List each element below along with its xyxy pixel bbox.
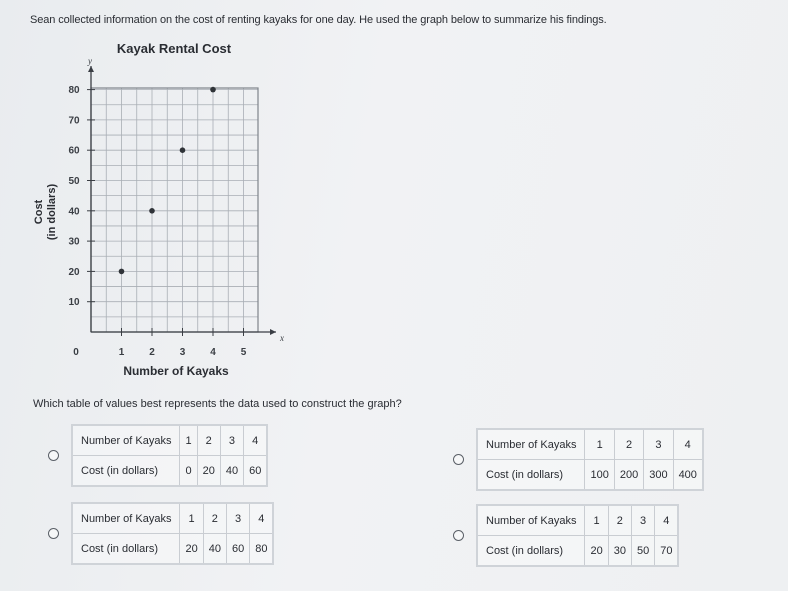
table-cell: 4 <box>250 503 274 534</box>
table-cell: 300 <box>644 460 673 491</box>
y-tick-label: 70 <box>68 115 80 127</box>
table-row <box>72 456 267 487</box>
table-cell: 1 <box>180 503 203 534</box>
data-point <box>119 269 125 275</box>
choice-b-radio[interactable] <box>453 454 464 465</box>
data-point <box>149 208 155 214</box>
x-axis-letter: x <box>280 333 284 343</box>
x-tick-label: 4 <box>210 347 216 358</box>
y-tick-label: 50 <box>68 176 80 187</box>
row-label: Cost (in dollars) <box>477 460 585 491</box>
x-tick-label: 5 <box>240 347 247 358</box>
choice-a-radio[interactable] <box>48 450 59 461</box>
choice-d-radio[interactable] <box>453 530 464 541</box>
table-cell: 4 <box>655 505 679 536</box>
table-cell: 400 <box>673 460 703 491</box>
y-axis-arrow-icon <box>88 66 94 72</box>
table-cell: 3 <box>644 429 673 460</box>
table-cell: 60 <box>244 456 268 487</box>
y-tick-label: 40 <box>68 206 80 218</box>
table-cell: 0 <box>180 456 197 487</box>
choice-a[interactable] <box>48 424 268 487</box>
table-cell: 2 <box>203 503 226 534</box>
table-cell: 1 <box>585 429 614 460</box>
choice-c[interactable] <box>48 502 274 565</box>
table-cell: 50 <box>631 536 654 567</box>
row-label: Cost (in dollars) <box>72 456 180 487</box>
data-point <box>180 147 186 153</box>
table-cell: 40 <box>220 456 243 487</box>
table-row <box>477 536 678 567</box>
y-tick-label: 20 <box>68 266 80 278</box>
table-row <box>477 460 703 491</box>
choice-c-table <box>71 502 274 565</box>
table-row <box>477 505 678 536</box>
row-label: Number of Kayaks <box>72 503 180 534</box>
table-cell: 20 <box>180 534 203 565</box>
row-label: Number of Kayaks <box>477 505 585 536</box>
choice-b[interactable] <box>453 428 704 491</box>
y-axis-letter: y <box>88 56 92 66</box>
y-tick-label: 30 <box>68 236 80 248</box>
intro-text: Sean collected information on the cost of renting kayaks for one day. He used the graph below to summarize his findings. <box>30 14 607 26</box>
chart-title: Kayak Rental Cost <box>116 41 232 56</box>
table-cell: 1 <box>585 505 608 536</box>
table-cell: 2 <box>197 425 220 456</box>
table-row <box>72 425 267 456</box>
choice-d[interactable] <box>453 504 679 567</box>
x-axis-title: Number of Kayaks <box>123 364 229 378</box>
x-tick-label: 3 <box>179 347 186 358</box>
origin-label: 0 <box>73 347 79 358</box>
table-cell: 4 <box>244 425 268 456</box>
row-label: Cost (in dollars) <box>72 534 180 565</box>
choice-b-table <box>476 428 704 491</box>
table-row <box>72 534 273 565</box>
y-axis-title-line2: (in dollars) <box>46 183 58 241</box>
table-cell: 80 <box>250 534 274 565</box>
x-tick-label: 2 <box>149 347 155 358</box>
row-label: Cost (in dollars) <box>477 536 585 567</box>
choice-a-table <box>71 424 268 487</box>
table-cell: 20 <box>585 536 608 567</box>
table-cell: 3 <box>220 425 243 456</box>
table-cell: 4 <box>673 429 703 460</box>
table-cell: 200 <box>614 460 643 491</box>
table-row <box>72 503 273 534</box>
choice-d-table <box>476 504 679 567</box>
table-cell: 100 <box>585 460 614 491</box>
row-label: Number of Kayaks <box>477 429 585 460</box>
y-tick-label: 10 <box>68 297 80 309</box>
grid-border <box>91 88 258 332</box>
table-row <box>477 429 703 460</box>
y-tick-label: 60 <box>68 145 80 157</box>
question-text: Which table of values best represents the data used to construct the graph? <box>33 398 402 410</box>
table-cell: 20 <box>197 456 220 487</box>
table-cell: 3 <box>226 503 249 534</box>
table-cell: 60 <box>226 534 249 565</box>
data-point <box>210 87 216 93</box>
table-cell: 3 <box>631 505 654 536</box>
table-cell: 2 <box>614 429 643 460</box>
x-tick-label: 1 <box>118 347 125 358</box>
table-cell: 1 <box>180 425 197 456</box>
table-cell: 40 <box>203 534 226 565</box>
table-cell: 30 <box>608 536 631 567</box>
y-axis-title-line1: Cost <box>33 199 45 225</box>
choice-c-radio[interactable] <box>48 528 59 539</box>
table-cell: 70 <box>655 536 679 567</box>
y-tick-label: 80 <box>68 85 80 97</box>
x-axis-arrow-icon <box>270 329 276 335</box>
row-label: Number of Kayaks <box>72 425 180 456</box>
table-cell: 2 <box>608 505 631 536</box>
